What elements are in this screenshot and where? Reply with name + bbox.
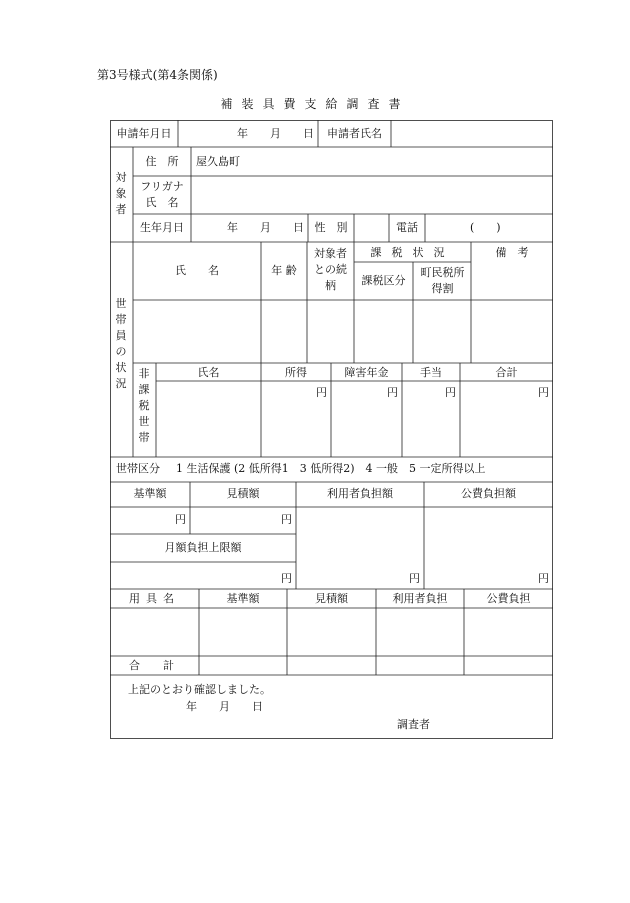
phone-field[interactable]: ( ) [470,221,501,234]
address-label: 住 所 [145,155,179,168]
birth-date-field[interactable]: 年 月 日 [227,221,304,234]
form-grid-lines [110,120,553,739]
item-standard-header: 基準額 [226,592,260,605]
income-header: 所得 [285,366,307,379]
item-estimate-header: 見積額 [315,592,348,605]
application-date-field[interactable]: 年 月 日 [237,127,314,140]
page-title: 補装具費支給調査書 [220,97,410,111]
item-public-burden-header: 公費負担 [486,592,531,605]
estimate-amount-yen: 円 [281,513,292,526]
monthly-cap-header: 月額負担上限額 [164,541,242,554]
target-person-label: 対象者 [115,171,127,216]
applicant-name-label: 申請者氏名 [327,127,382,140]
item-user-burden-header: 利用者負担 [392,592,448,605]
confirmation-date-field[interactable]: 年 月 日 [186,700,263,713]
furigana-label: フリガナ [140,180,184,193]
monthly-cap-yen: 円 [281,572,292,585]
age-header: 年 齢 [271,264,297,277]
allowance-yen: 円 [445,386,456,399]
surveyor-label: 調査者 [397,718,430,731]
application-date-label: 申請年月日 [116,127,172,140]
survey-form [110,120,553,739]
pension-yen: 円 [387,386,398,399]
tax-status-header: 課税状況 [370,246,455,259]
phone-label: 電話 [396,221,418,234]
target-name-field[interactable] [191,184,553,198]
household-category-options[interactable]: 1 生活保護 (2 低所得1 3 低所得2) 4 一般 5 一定所得以上 [176,462,486,475]
relation-header: 対象者との続柄 [314,247,347,292]
sex-label: 性 別 [314,221,348,234]
target-name-label: 氏 名 [145,196,179,209]
total-yen: 円 [538,386,549,399]
applicant-name-field[interactable] [391,127,553,141]
standard-amount-header: 基準額 [133,487,167,500]
household-category-label: 世帯区分 [116,462,160,475]
household-status-label: 世帯員の状況 [115,297,127,390]
user-burden-yen: 円 [409,572,420,585]
confirmation-text: 上記のとおり確認しました。 [128,683,271,696]
household-name-header: 氏 名 [175,264,219,277]
pension-header: 障害年金 [344,366,389,379]
sex-field[interactable] [354,221,389,235]
nontax-name-header: 氏名 [197,366,220,379]
non-tax-household-label: 非課税世帯 [138,367,150,444]
public-burden-yen: 円 [538,572,549,585]
user-burden-header: 利用者負担額 [327,487,393,500]
remarks-header: 備 考 [495,246,529,259]
public-burden-header: 公費負担額 [461,487,516,500]
town-tax-header: 町民税所得割 [420,266,465,295]
address-field[interactable]: 屋久島町 [196,155,240,168]
standard-amount-yen: 円 [175,513,186,526]
total-header: 合計 [495,366,518,379]
allowance-header: 手当 [420,366,442,379]
form-number: 第3号様式(第4条関係) [97,68,218,82]
items-total-label: 合 計 [129,659,180,672]
tax-class-header: 課税区分 [361,274,406,287]
income-yen: 円 [316,386,327,399]
item-name-header: 用具名 [129,592,180,605]
birth-date-label: 生年月日 [140,221,184,234]
estimate-amount-header: 見積額 [226,487,260,500]
